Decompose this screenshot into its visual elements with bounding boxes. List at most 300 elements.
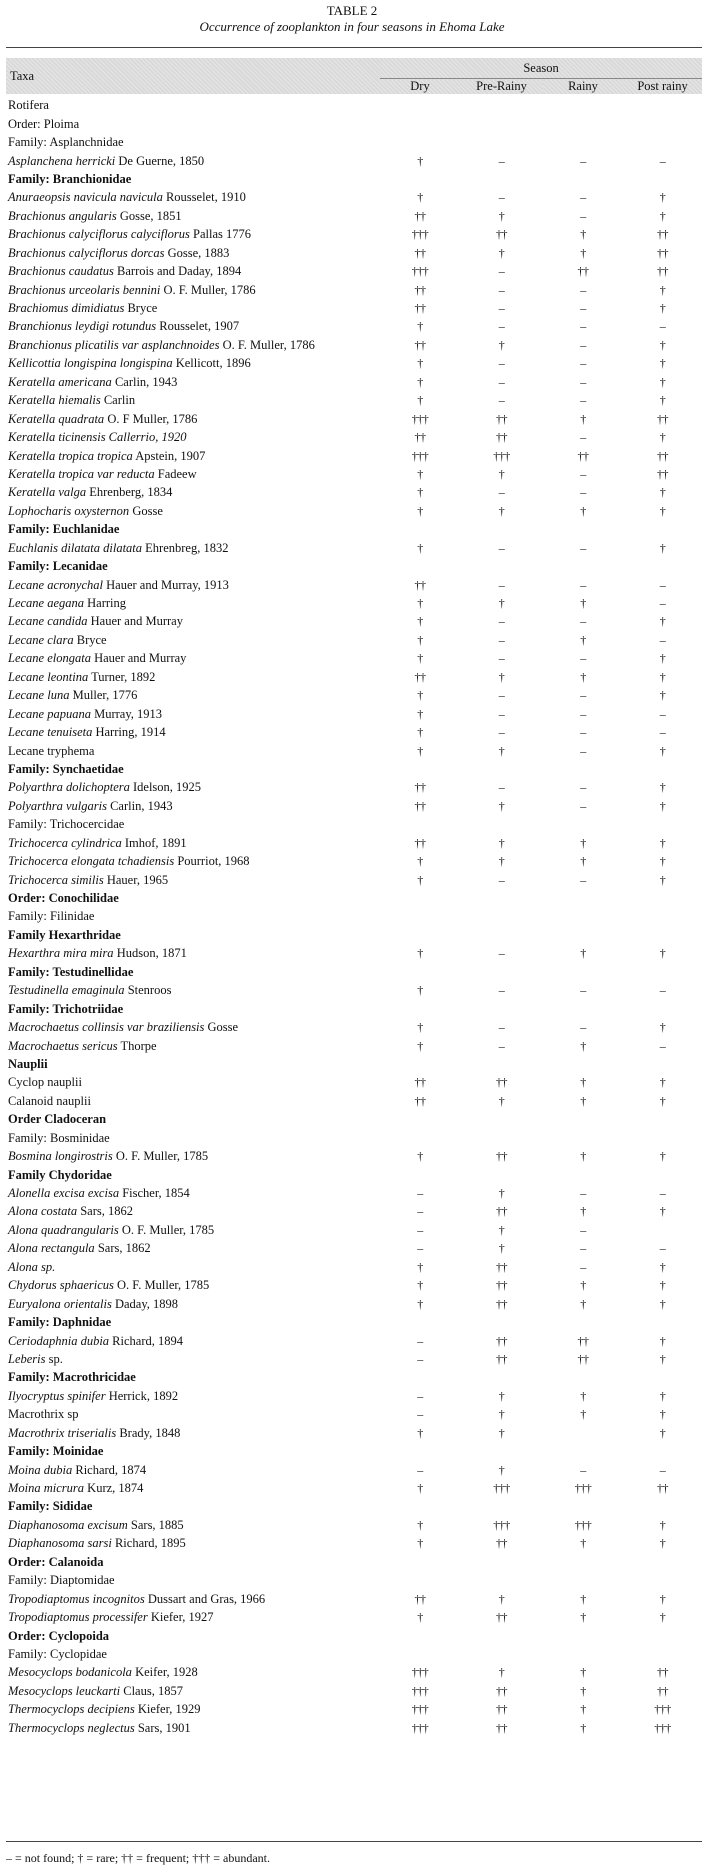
occurrence-cell: – <box>580 466 586 481</box>
species-name: Lecane elongata <box>8 651 91 666</box>
taxon-cell <box>6 1184 380 1202</box>
occurrence-cell <box>543 926 623 944</box>
occurrence-cell: – <box>417 1222 423 1237</box>
table-row <box>6 1294 702 1312</box>
occurrence-cell: † <box>659 669 666 684</box>
occurrence-cell <box>460 1571 543 1589</box>
occurrence-cell: – <box>498 540 505 555</box>
occurrence-cell: ††† <box>411 448 429 463</box>
occurrence-cell: – <box>580 1222 586 1237</box>
table-row <box>6 999 702 1017</box>
occurrence-cell: † <box>580 1683 586 1698</box>
occurrence-cell: † <box>659 1591 666 1606</box>
occurrence-cell: † <box>580 1407 586 1422</box>
table-row <box>6 299 702 317</box>
taxon-cell <box>6 1645 380 1663</box>
occurrence-cell: † <box>659 1259 666 1274</box>
occurrence-cell: – <box>498 946 505 961</box>
species-name: Branchionus plicatilis var asplanchnoides <box>8 337 220 352</box>
taxon-cell <box>6 1553 380 1571</box>
table-row <box>6 1442 702 1460</box>
species-name: Branchionus leydigi rotundus <box>8 319 157 334</box>
table-row <box>6 96 702 114</box>
occurrence-cell <box>380 889 460 907</box>
occurrence-cell: – <box>417 1407 423 1422</box>
occurrence-cell: † <box>498 854 505 869</box>
species-authority: Ehrenbreg, 1832 <box>145 540 229 555</box>
taxon-cell <box>6 428 380 446</box>
occurrence-cell <box>460 907 543 925</box>
group-label: Rotifera <box>8 98 49 113</box>
col-dry: Dry <box>380 79 460 95</box>
occurrence-cell: †† <box>496 1204 507 1219</box>
occurrence-cell: † <box>417 1038 423 1053</box>
occurrence-cell <box>460 114 543 132</box>
occurrence-cell: – <box>417 1351 423 1366</box>
species-name: Thermocyclops neglectus <box>8 1720 135 1735</box>
occurrence-cell: – <box>580 301 586 316</box>
occurrence-cell: – <box>580 337 586 352</box>
section-heading: Family: Macrothricidae <box>8 1370 136 1385</box>
table-row <box>6 723 702 741</box>
occurrence-cell: – <box>580 356 586 371</box>
occurrence-cell: – <box>580 983 586 998</box>
taxon-cell <box>6 889 380 907</box>
occurrence-cell: †† <box>657 227 669 242</box>
occurrence-cell: † <box>498 1407 505 1422</box>
occurrence-cell: † <box>580 632 586 647</box>
group-label: Calanoid nauplii <box>8 1093 91 1108</box>
occurrence-cell: – <box>580 540 586 555</box>
table-row <box>6 963 702 981</box>
occurrence-cell: †† <box>414 208 426 223</box>
taxon-cell <box>6 1092 380 1110</box>
species-authority: Hauer and Murray <box>90 614 183 629</box>
species-authority: Sars, 1862 <box>97 1241 151 1256</box>
taxon-cell <box>6 852 380 870</box>
table-row <box>6 631 702 649</box>
occurrence-cell <box>460 1553 543 1571</box>
species-name: Lecane acronychal <box>8 577 103 592</box>
taxon-cell <box>6 539 380 557</box>
section-heading: Family Chydoridae <box>8 1167 112 1182</box>
table-row <box>6 981 702 999</box>
occurrence-cell: † <box>417 872 423 887</box>
occurrence-cell: – <box>498 632 505 647</box>
taxon-cell <box>6 704 380 722</box>
occurrence-cell: † <box>417 503 423 518</box>
species-authority: Carlin <box>103 393 136 408</box>
species-name: Diaphanosoma sarsi <box>8 1536 112 1551</box>
occurrence-cell <box>623 999 702 1017</box>
occurrence-cell: † <box>498 1222 505 1237</box>
taxon-cell <box>6 723 380 741</box>
occurrence-cell: †† <box>577 264 589 279</box>
occurrence-cell: – <box>580 1259 586 1274</box>
occurrence-cell <box>543 963 623 981</box>
table-row <box>6 704 702 722</box>
table-row <box>6 354 702 372</box>
occurrence-cell <box>623 1626 702 1644</box>
species-name: Keratella hiemalis <box>8 393 101 408</box>
occurrence-cell: – <box>580 1020 586 1035</box>
occurrence-cell: † <box>417 651 423 666</box>
group-label: Family: Trichocercidae <box>8 817 125 832</box>
taxon-cell <box>6 1626 380 1644</box>
occurrence-cell: † <box>659 1278 666 1293</box>
occurrence-cell: † <box>659 835 666 850</box>
col-pre-rainy: Pre-Rainy <box>460 79 543 95</box>
occurrence-cell: † <box>417 1296 423 1311</box>
taxon-cell <box>6 1405 380 1423</box>
species-name: Hexarthra mira mira <box>8 946 114 961</box>
occurrence-cell <box>460 520 543 538</box>
occurrence-cell: †† <box>657 1683 669 1698</box>
occurrence-cell: – <box>498 872 505 887</box>
table-row <box>6 649 702 667</box>
occurrence-cell <box>460 96 543 114</box>
occurrence-cell: † <box>417 1278 423 1293</box>
occurrence-cell: – <box>659 153 666 168</box>
occurrence-cell <box>543 1424 623 1442</box>
section-heading: Family: Trichotriidae <box>8 1001 124 1016</box>
occurrence-cell: † <box>659 374 666 389</box>
occurrence-cell: ††† <box>574 1517 592 1532</box>
occurrence-cell: – <box>580 393 586 408</box>
occurrence-cell <box>623 926 702 944</box>
species-name: Polyarthra vulgaris <box>8 798 107 813</box>
table-row <box>6 133 702 151</box>
taxon-cell <box>6 999 380 1017</box>
species-authority: Sars, 1885 <box>130 1517 184 1532</box>
occurrence-cell: – <box>417 1186 423 1201</box>
table-row <box>6 907 702 925</box>
occurrence-cell <box>543 1313 623 1331</box>
species-authority: Sars, 1901 <box>137 1720 191 1735</box>
species-name: Macrochaetus collinsis var braziliensis <box>8 1020 205 1035</box>
taxon-cell <box>6 1055 380 1073</box>
table-row <box>6 1129 702 1147</box>
bottom-rule <box>6 1841 702 1842</box>
taxon-cell <box>6 1313 380 1331</box>
table-body <box>6 94 702 1737</box>
occurrence-cell: † <box>417 540 423 555</box>
occurrence-cell <box>460 1313 543 1331</box>
table-row <box>6 225 702 243</box>
occurrence-cell <box>460 133 543 151</box>
occurrence-cell: – <box>659 725 666 740</box>
occurrence-cell <box>623 1645 702 1663</box>
occurrence-cell: † <box>659 614 666 629</box>
taxon-cell <box>6 207 380 225</box>
species-authority: Pourriot, 1968 <box>177 854 250 869</box>
taxon-cell <box>6 1202 380 1220</box>
taxon-cell <box>6 1258 380 1276</box>
occurrence-cell: † <box>417 1517 423 1532</box>
occurrence-cell: † <box>659 1333 666 1348</box>
table-row <box>6 668 702 686</box>
table-row <box>6 797 702 815</box>
taxon-cell <box>6 446 380 464</box>
species-name: Keratella americana <box>8 374 112 389</box>
species-authority: De Guerne, 1850 <box>118 153 205 168</box>
occurrence-cell: † <box>659 1517 666 1532</box>
occurrence-cell <box>623 96 702 114</box>
occurrence-cell: ††† <box>411 264 429 279</box>
table-row <box>6 926 702 944</box>
occurrence-cell <box>460 815 543 833</box>
top-rule <box>6 47 702 48</box>
occurrence-cell: † <box>417 854 423 869</box>
occurrence-cell: † <box>659 393 666 408</box>
occurrence-cell: † <box>580 503 586 518</box>
occurrence-cell <box>623 520 702 538</box>
table-row <box>6 244 702 262</box>
table-row <box>6 1682 702 1700</box>
taxon-cell <box>6 815 380 833</box>
occurrence-cell: – <box>498 1038 505 1053</box>
species-name: Leberis <box>8 1351 46 1366</box>
species-authority: Barrois and Daday, 1894 <box>117 264 242 279</box>
occurrence-cell: † <box>417 1149 423 1164</box>
zooplankton-table <box>6 58 702 1737</box>
occurrence-cell <box>460 557 543 575</box>
occurrence-cell: †† <box>496 1333 507 1348</box>
occurrence-cell: † <box>498 1186 505 1201</box>
occurrence-cell: † <box>659 1610 666 1625</box>
taxon-cell <box>6 1460 380 1478</box>
occurrence-cell: – <box>498 264 505 279</box>
occurrence-cell: † <box>417 1610 423 1625</box>
taxon-cell <box>6 926 380 944</box>
occurrence-cell: † <box>580 1296 586 1311</box>
table-row <box>6 1645 702 1663</box>
occurrence-cell: – <box>498 688 505 703</box>
table-row <box>6 686 702 704</box>
occurrence-cell: – <box>580 577 586 592</box>
species-name: Ceriodaphnia dubia <box>8 1333 110 1348</box>
occurrence-cell: – <box>580 706 586 721</box>
species-name: Alona sp. <box>8 1259 56 1274</box>
species-authority: Brady, 1848 <box>119 1425 181 1440</box>
taxon-cell <box>6 1424 380 1442</box>
occurrence-cell <box>623 170 702 188</box>
occurrence-cell: †† <box>657 411 669 426</box>
occurrence-cell <box>460 1626 543 1644</box>
occurrence-cell: † <box>659 743 666 758</box>
occurrence-cell: † <box>580 411 586 426</box>
occurrence-cell <box>380 963 460 981</box>
taxon-cell <box>6 170 380 188</box>
section-heading: Family: Branchionidae <box>8 171 132 186</box>
species-name: Lecane clara <box>8 632 74 647</box>
taxon-cell <box>6 1147 380 1165</box>
taxon-cell <box>6 557 380 575</box>
occurrence-cell: † <box>659 301 666 316</box>
table-row <box>6 944 702 962</box>
taxon-cell <box>6 354 380 372</box>
occurrence-cell <box>543 1368 623 1386</box>
occurrence-cell: – <box>498 706 505 721</box>
occurrence-cell <box>460 1368 543 1386</box>
occurrence-cell <box>543 815 623 833</box>
occurrence-cell: – <box>498 190 505 205</box>
species-name: Brachionus angularis <box>8 208 117 223</box>
occurrence-cell: – <box>580 1186 586 1201</box>
occurrence-cell <box>460 926 543 944</box>
occurrence-cell <box>460 1645 543 1663</box>
occurrence-cell <box>543 133 623 151</box>
taxon-cell <box>6 1608 380 1626</box>
taxon-cell <box>6 262 380 280</box>
species-authority: Rousselet, 1907 <box>159 319 240 334</box>
table-row <box>6 1313 702 1331</box>
species-name: Alona costata <box>8 1204 78 1219</box>
species-authority: Richard, 1894 <box>112 1333 183 1348</box>
occurrence-cell <box>623 1313 702 1331</box>
occurrence-cell: † <box>417 393 423 408</box>
species-authority: sp. <box>48 1351 63 1366</box>
occurrence-cell <box>460 1110 543 1128</box>
occurrence-cell: †† <box>496 1296 507 1311</box>
group-label: Family: Filinidae <box>8 909 95 924</box>
occurrence-cell: – <box>659 632 666 647</box>
species-authority: Gosse <box>207 1020 239 1035</box>
occurrence-cell <box>623 1497 702 1515</box>
species-name: Diaphanosoma excisum <box>8 1517 128 1532</box>
species-name: Lecane tenuiseta <box>8 725 93 740</box>
species-authority: Gosse <box>132 503 163 518</box>
table-row <box>6 557 702 575</box>
occurrence-cell <box>380 926 460 944</box>
species-authority: Gosse, 1883 <box>167 245 230 260</box>
occurrence-cell: † <box>580 1278 586 1293</box>
occurrence-cell: – <box>498 780 505 795</box>
occurrence-cell: – <box>659 706 666 721</box>
taxon-cell <box>6 151 380 169</box>
occurrence-cell: † <box>659 688 666 703</box>
occurrence-cell: † <box>417 596 423 611</box>
occurrence-cell <box>543 1055 623 1073</box>
occurrence-cell: – <box>417 1333 423 1348</box>
occurrence-cell: ††† <box>654 1702 671 1717</box>
table-row <box>6 1073 702 1091</box>
table-row <box>6 1221 702 1239</box>
occurrence-cell <box>623 1110 702 1128</box>
section-heading: Family: Testudinellidae <box>8 964 134 979</box>
occurrence-cell <box>380 1313 460 1331</box>
occurrence-cell <box>623 1221 702 1239</box>
occurrence-cell: – <box>580 651 586 666</box>
table-row <box>6 1276 702 1294</box>
occurrence-cell: † <box>417 946 423 961</box>
occurrence-cell: – <box>498 356 505 371</box>
table-row <box>6 1589 702 1607</box>
group-label: Family: Bosminidae <box>8 1130 110 1145</box>
taxon-cell <box>6 649 380 667</box>
occurrence-cell: – <box>580 430 586 445</box>
occurrence-cell <box>623 1055 702 1073</box>
occurrence-cell: † <box>417 688 423 703</box>
table-row <box>6 1497 702 1515</box>
taxon-cell <box>6 1663 380 1681</box>
taxon-cell <box>6 1387 380 1405</box>
species-name: Macrothrix triserialis <box>8 1425 117 1440</box>
species-authority: Thorpe <box>120 1038 157 1053</box>
occurrence-cell: †† <box>657 245 669 260</box>
taxon-cell <box>6 1516 380 1534</box>
occurrence-cell: †† <box>496 1351 507 1366</box>
species-name: Lecane aegana <box>8 596 85 611</box>
occurrence-cell: † <box>417 1425 423 1440</box>
occurrence-cell: † <box>659 503 666 518</box>
occurrence-cell: – <box>580 374 586 389</box>
occurrence-cell: – <box>659 1462 666 1477</box>
species-authority: Carlin, 1943 <box>110 798 173 813</box>
occurrence-cell <box>543 1645 623 1663</box>
taxon-cell <box>6 631 380 649</box>
occurrence-cell <box>543 1571 623 1589</box>
occurrence-cell: – <box>659 1241 666 1256</box>
species-authority: Bryce <box>127 301 158 316</box>
species-name: Moina dubia <box>8 1462 73 1477</box>
group-label: Family: Diaptomidae <box>8 1573 115 1588</box>
section-heading: Family: Moinidae <box>8 1444 104 1459</box>
occurrence-cell: † <box>580 1075 586 1090</box>
taxon-cell <box>6 188 380 206</box>
table-row <box>6 520 702 538</box>
table-row <box>6 1147 702 1165</box>
table-header <box>6 58 702 94</box>
occurrence-cell <box>380 1626 460 1644</box>
table-row <box>6 1608 702 1626</box>
species-authority: O. F. Muller, 1785 <box>115 1149 209 1164</box>
table-row <box>6 336 702 354</box>
taxon-cell <box>6 1442 380 1460</box>
species-authority: O. F. Muller, 1785 <box>117 1278 210 1293</box>
occurrence-cell: †† <box>657 264 669 279</box>
table-row <box>6 373 702 391</box>
taxon-cell <box>6 114 380 132</box>
species-name: Alona rectangula <box>8 1241 95 1256</box>
occurrence-cell: † <box>417 356 423 371</box>
occurrence-cell: – <box>580 282 586 297</box>
table-title: Occurrence of zooplankton in four seasons in Ehoma Lake <box>199 19 505 34</box>
table-row <box>6 539 702 557</box>
occurrence-cell: ††† <box>411 1683 429 1698</box>
taxon-cell <box>6 465 380 483</box>
occurrence-cell: † <box>417 374 423 389</box>
taxon-cell <box>6 1036 380 1054</box>
occurrence-cell: – <box>580 1241 586 1256</box>
species-authority: Carlin, 1943 <box>114 374 178 389</box>
occurrence-cell: – <box>659 596 666 611</box>
taxon-cell <box>6 1073 380 1091</box>
species-authority: Richard, 1895 <box>114 1536 186 1551</box>
table-row <box>6 1571 702 1589</box>
occurrence-cell <box>543 1165 623 1183</box>
occurrence-cell: †† <box>657 1665 669 1680</box>
occurrence-cell: †† <box>496 411 507 426</box>
occurrence-cell: † <box>417 190 423 205</box>
species-authority: Hauer and Murray <box>94 651 187 666</box>
taxon-cell <box>6 409 380 427</box>
species-authority: Kellicott, 1896 <box>175 356 251 371</box>
occurrence-cell: †† <box>414 337 426 352</box>
occurrence-cell: † <box>659 1093 666 1108</box>
occurrence-cell: † <box>659 337 666 352</box>
table-row <box>6 760 702 778</box>
